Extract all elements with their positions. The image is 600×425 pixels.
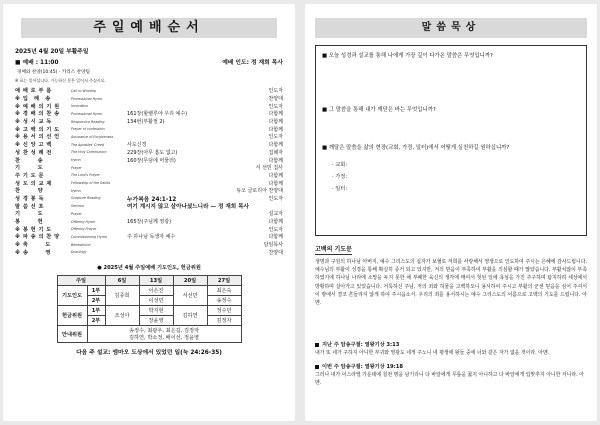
field-church: · 교회:	[332, 162, 348, 168]
order-detail: 165장(주님께 영광)	[127, 219, 172, 226]
duty-header: 27일	[207, 276, 241, 286]
order-english: Hymn	[71, 158, 81, 163]
order-person: 찬양대	[268, 96, 283, 103]
order-label: 주 기 도 문	[15, 172, 44, 179]
meditation-page	[305, 4, 597, 421]
order-row	[15, 218, 283, 226]
order-label: 성 찬 성 례 전	[15, 149, 52, 156]
order-person: 인도자	[268, 134, 283, 141]
duty-cell: 김종희	[105, 286, 139, 306]
order-row	[15, 87, 283, 95]
order-row	[15, 133, 283, 141]
order-label: ※ 파 송 의 찬 양	[15, 234, 60, 241]
order-person: 설교자	[268, 211, 283, 218]
order-english: Prayer of confession	[71, 127, 105, 132]
duty-category: 기도인도	[57, 286, 87, 306]
order-person: 인도자	[268, 226, 283, 233]
order-english: Sermon	[71, 204, 84, 209]
bullet-icon	[315, 343, 319, 347]
service-category: 안내위원	[57, 326, 87, 343]
order-label: ※ 용 서 의 선 언	[15, 134, 60, 141]
order-person: 다함께	[268, 219, 283, 226]
duty-header: 주일	[57, 276, 105, 286]
order-label: 찬 송	[15, 157, 44, 164]
order-row	[15, 118, 283, 126]
duty-cell: 서선민	[173, 286, 207, 306]
worship-time: ■ 예배 : 11:00	[15, 60, 59, 66]
question-box	[315, 45, 587, 236]
duty-cell: 송정수	[207, 296, 241, 306]
order-english: Processional Hymn	[71, 96, 103, 101]
order-english: Hymn	[71, 188, 81, 193]
order-english: The Apostles' Creed	[71, 142, 104, 147]
page-title: 주일예배순서	[21, 18, 277, 38]
duty-part: 1부	[87, 306, 105, 316]
duty-cell: 최은숙	[207, 286, 241, 296]
order-label: 봉 헌	[15, 219, 44, 226]
memory-verse-this: 이번 주 암송구절: 열왕기상 19:18 그러나 내가 이스라엘 가운데에 칠천 명을 남기리니 다 바알에게 무릎을 꿇지 아니하고 다 바알에게 입맞추지 아니한 자니라. 아멘.	[315, 364, 584, 387]
confession-heading: 고백의 기도문	[315, 246, 352, 253]
meditation-title: 말씀묵상	[315, 18, 587, 38]
order-detail: 여기 계시지 않고 살아나셨느니라 — 정 재희 목사	[127, 204, 249, 211]
order-row	[15, 179, 283, 187]
order-row	[15, 102, 283, 110]
order-row	[15, 233, 283, 241]
order-english: Processional Hymn	[71, 111, 103, 116]
field-home: · 가정:	[332, 174, 348, 180]
duty-table	[57, 275, 242, 343]
order-label: ※ 축 도	[15, 242, 51, 249]
duty-cell: 정수민	[207, 306, 241, 316]
order-row	[15, 195, 283, 203]
order-person: 다함께	[268, 234, 283, 241]
order-label: 기 도	[15, 165, 44, 172]
order-person: 다함께	[268, 119, 283, 126]
order-row	[15, 95, 283, 103]
order-label: 성 도 의 교 제	[15, 180, 52, 187]
order-person: 찬양대	[268, 249, 283, 256]
order-english: Offering Prayer	[71, 227, 97, 232]
order-english: Doxology	[71, 250, 87, 255]
application-fields	[332, 159, 580, 195]
next-sermon: 다음 주 설교: 엠마오 도상에서 있었던 일(눅 24:26-35)	[76, 350, 222, 357]
order-person: 다함께	[268, 157, 283, 164]
order-label: ※ 성 시 교 독	[15, 119, 52, 126]
order-person: 다함께	[268, 142, 283, 149]
order-label: 성 경 봉 독	[15, 195, 44, 202]
order-person: 다함께	[268, 172, 283, 179]
order-label: 예 배 로 부 름	[15, 88, 52, 95]
order-list	[15, 87, 283, 256]
duty-cell: 이은진	[139, 286, 173, 296]
order-row	[15, 149, 283, 157]
order-english: Benediction	[71, 242, 91, 247]
order-detail: 사도신경	[127, 142, 147, 149]
order-row	[15, 156, 283, 164]
worship-order-page	[3, 4, 295, 421]
order-person: 담임목사	[263, 242, 283, 249]
order-english: Assurance of Forgiveness	[71, 134, 114, 139]
order-label: ※ 입 례 송	[15, 96, 51, 103]
order-row	[15, 248, 283, 256]
question-1: ■ 오늘 성경과 설교를 통해 나에게 가장 깊이 다가온 말씀은 무엇입니까?	[322, 53, 493, 59]
order-person: 서 선민 집사	[255, 165, 283, 172]
duty-row	[57, 306, 241, 316]
confession-text: 생명과 구원의 하나님 아버지, 예수 그리스도의 십자가 보혈로 저희를 사랑해서 영생으로 인도하여 주시는 은혜에 감사드립니다. 예수님의 부활이 성경을 통해 확실히 증거 되고 있지만, 저의 믿음이 부족하여 부활을 의심할 때가 많았습니다. 부활치않이 부족하였기에 하나님 나라에 소망을 두지 못한 채 부패한 육신의 생각에 매여서 헛된 일에 욕심을 가진 주구하며 탐지하려 세상에서 방황하며 살아가고 있었습니다. 거룩하신 주님, 저의 죄와 허물을 고백하오니 용서하여 주시고 부활의 군센 믿음을 심어 주셔서 이 땅에서 결코 흔들리지 않게 하여 주시옵소서. 우리의 죄를 용서하시는 예수 그리스도의 이름으로 고백의 기도를 드립니다. 아멘.	[315, 259, 587, 307]
duty-part: 2부	[87, 316, 105, 326]
bullet-icon	[315, 365, 319, 369]
order-english: Call to Worship	[71, 88, 97, 93]
order-label: ※ 예 배 의 기 원	[15, 103, 60, 110]
order-label: 찬 양	[15, 188, 44, 195]
order-english: Fellowship of the Saints	[71, 181, 111, 186]
duty-row	[57, 286, 241, 296]
order-person: 다함께	[268, 180, 283, 187]
question-3: ■ 깨달은 말씀을 삶의 현장(교회, 가정, 일터)에서 어떻게 실천하길 원하십니까?	[322, 145, 510, 151]
order-row	[15, 241, 283, 249]
order-english: Responsive Reading	[71, 119, 105, 124]
order-english: The Lord's Prayer	[71, 173, 100, 178]
order-person: 집례자	[268, 149, 283, 156]
service-line-2: 김하연, 박소정, 배이선, 정윤영	[128, 335, 200, 342]
service-line-1: 송정수, 최광우, 최은길, 김정자	[128, 328, 200, 335]
duty-header: 20일	[173, 276, 207, 286]
order-label: 말 씀 선 포	[15, 203, 44, 210]
order-english: Commissioning Hymn	[71, 234, 107, 239]
order-detail: 누가복음 24:1-12	[127, 196, 177, 203]
order-person: 듀오 글로리아 찬양대	[236, 188, 283, 195]
order-person: 인도자	[268, 195, 283, 202]
order-english: Invocation	[71, 104, 89, 109]
duty-header: 13일	[139, 276, 173, 286]
order-detail: 주 하나님 독생자 예수	[127, 234, 176, 241]
duty-cell: 이성민	[139, 296, 173, 306]
order-row	[15, 164, 283, 172]
order-detail: 160장(무덤에 머물러)	[127, 157, 176, 164]
order-label: ※ 봉 헌 기 도	[15, 226, 52, 233]
worship-leader: 예배 인도: 정 재희 목사	[222, 60, 283, 66]
order-label: ※ 고 백 의 기 도	[15, 126, 60, 133]
duty-title: ● 2025년 4월 주일예배 기도인도, 헌금위원	[97, 265, 201, 272]
order-row	[15, 172, 283, 180]
order-person: 다함께	[268, 126, 283, 133]
order-label: ※ 신 앙 고 백	[15, 142, 52, 149]
order-row	[15, 141, 283, 149]
standing-note: ※ 표는 일어섭니다. 가능하신 분은 일어서 주십시오.	[15, 78, 106, 83]
duty-part: 2부	[87, 296, 105, 306]
duty-cell: 김하연	[173, 306, 207, 326]
order-english: The Holy Communion	[71, 150, 107, 155]
order-english: Prayer	[71, 165, 82, 170]
service-date: 2025년 4월 20일 부활주일	[15, 49, 89, 55]
order-row	[15, 202, 283, 210]
duty-cell: 장윤영	[139, 316, 173, 326]
order-person: 인도자	[268, 103, 283, 110]
field-work: · 일터:	[332, 186, 348, 192]
memory-verse-last: 지난 주 암송구절: 열왕기상 3:13 내가 또 네가 구하지 아니한 부귀와 영광도 네게 주노니 네 평생에 왕들 중에 너와 같은 자가 없을 것이라. 아멘.	[315, 342, 550, 357]
order-row	[15, 110, 283, 118]
duty-part: 1부	[87, 286, 105, 296]
order-label: 기 도	[15, 211, 44, 218]
order-label: ※ 송 영	[15, 249, 51, 256]
order-label: ※ 경 배 의 찬 송	[15, 111, 60, 118]
order-english: Scripture Reading	[71, 196, 101, 201]
order-detail: 161장(할렐루야 우리 예수)	[127, 111, 188, 118]
order-row	[15, 210, 283, 218]
duty-cell: 박지현	[139, 306, 173, 316]
order-person: 인도자	[268, 88, 283, 95]
order-row	[15, 125, 283, 133]
order-detail: 229장(아무 흠도 없고)	[127, 149, 178, 156]
order-english: Prayer	[71, 211, 82, 216]
order-row	[15, 225, 283, 233]
duty-cell: 김정자	[207, 316, 241, 326]
order-english: Offering Hymn	[71, 219, 96, 224]
praise-info: 경배와 찬양(10:45) · 카리스 찬양팀	[17, 70, 90, 75]
duty-cell: 조성아	[105, 306, 139, 326]
order-person: 다함께	[268, 111, 283, 118]
duty-category: 헌금위원	[57, 306, 87, 326]
service-members	[87, 326, 241, 343]
order-detail: 134번(부활절 2)	[127, 119, 165, 126]
duty-header: 6일	[105, 276, 139, 286]
question-2: ■ 그 말씀을 통해 내가 깨닫은 바는 무엇입니까?	[322, 107, 436, 113]
